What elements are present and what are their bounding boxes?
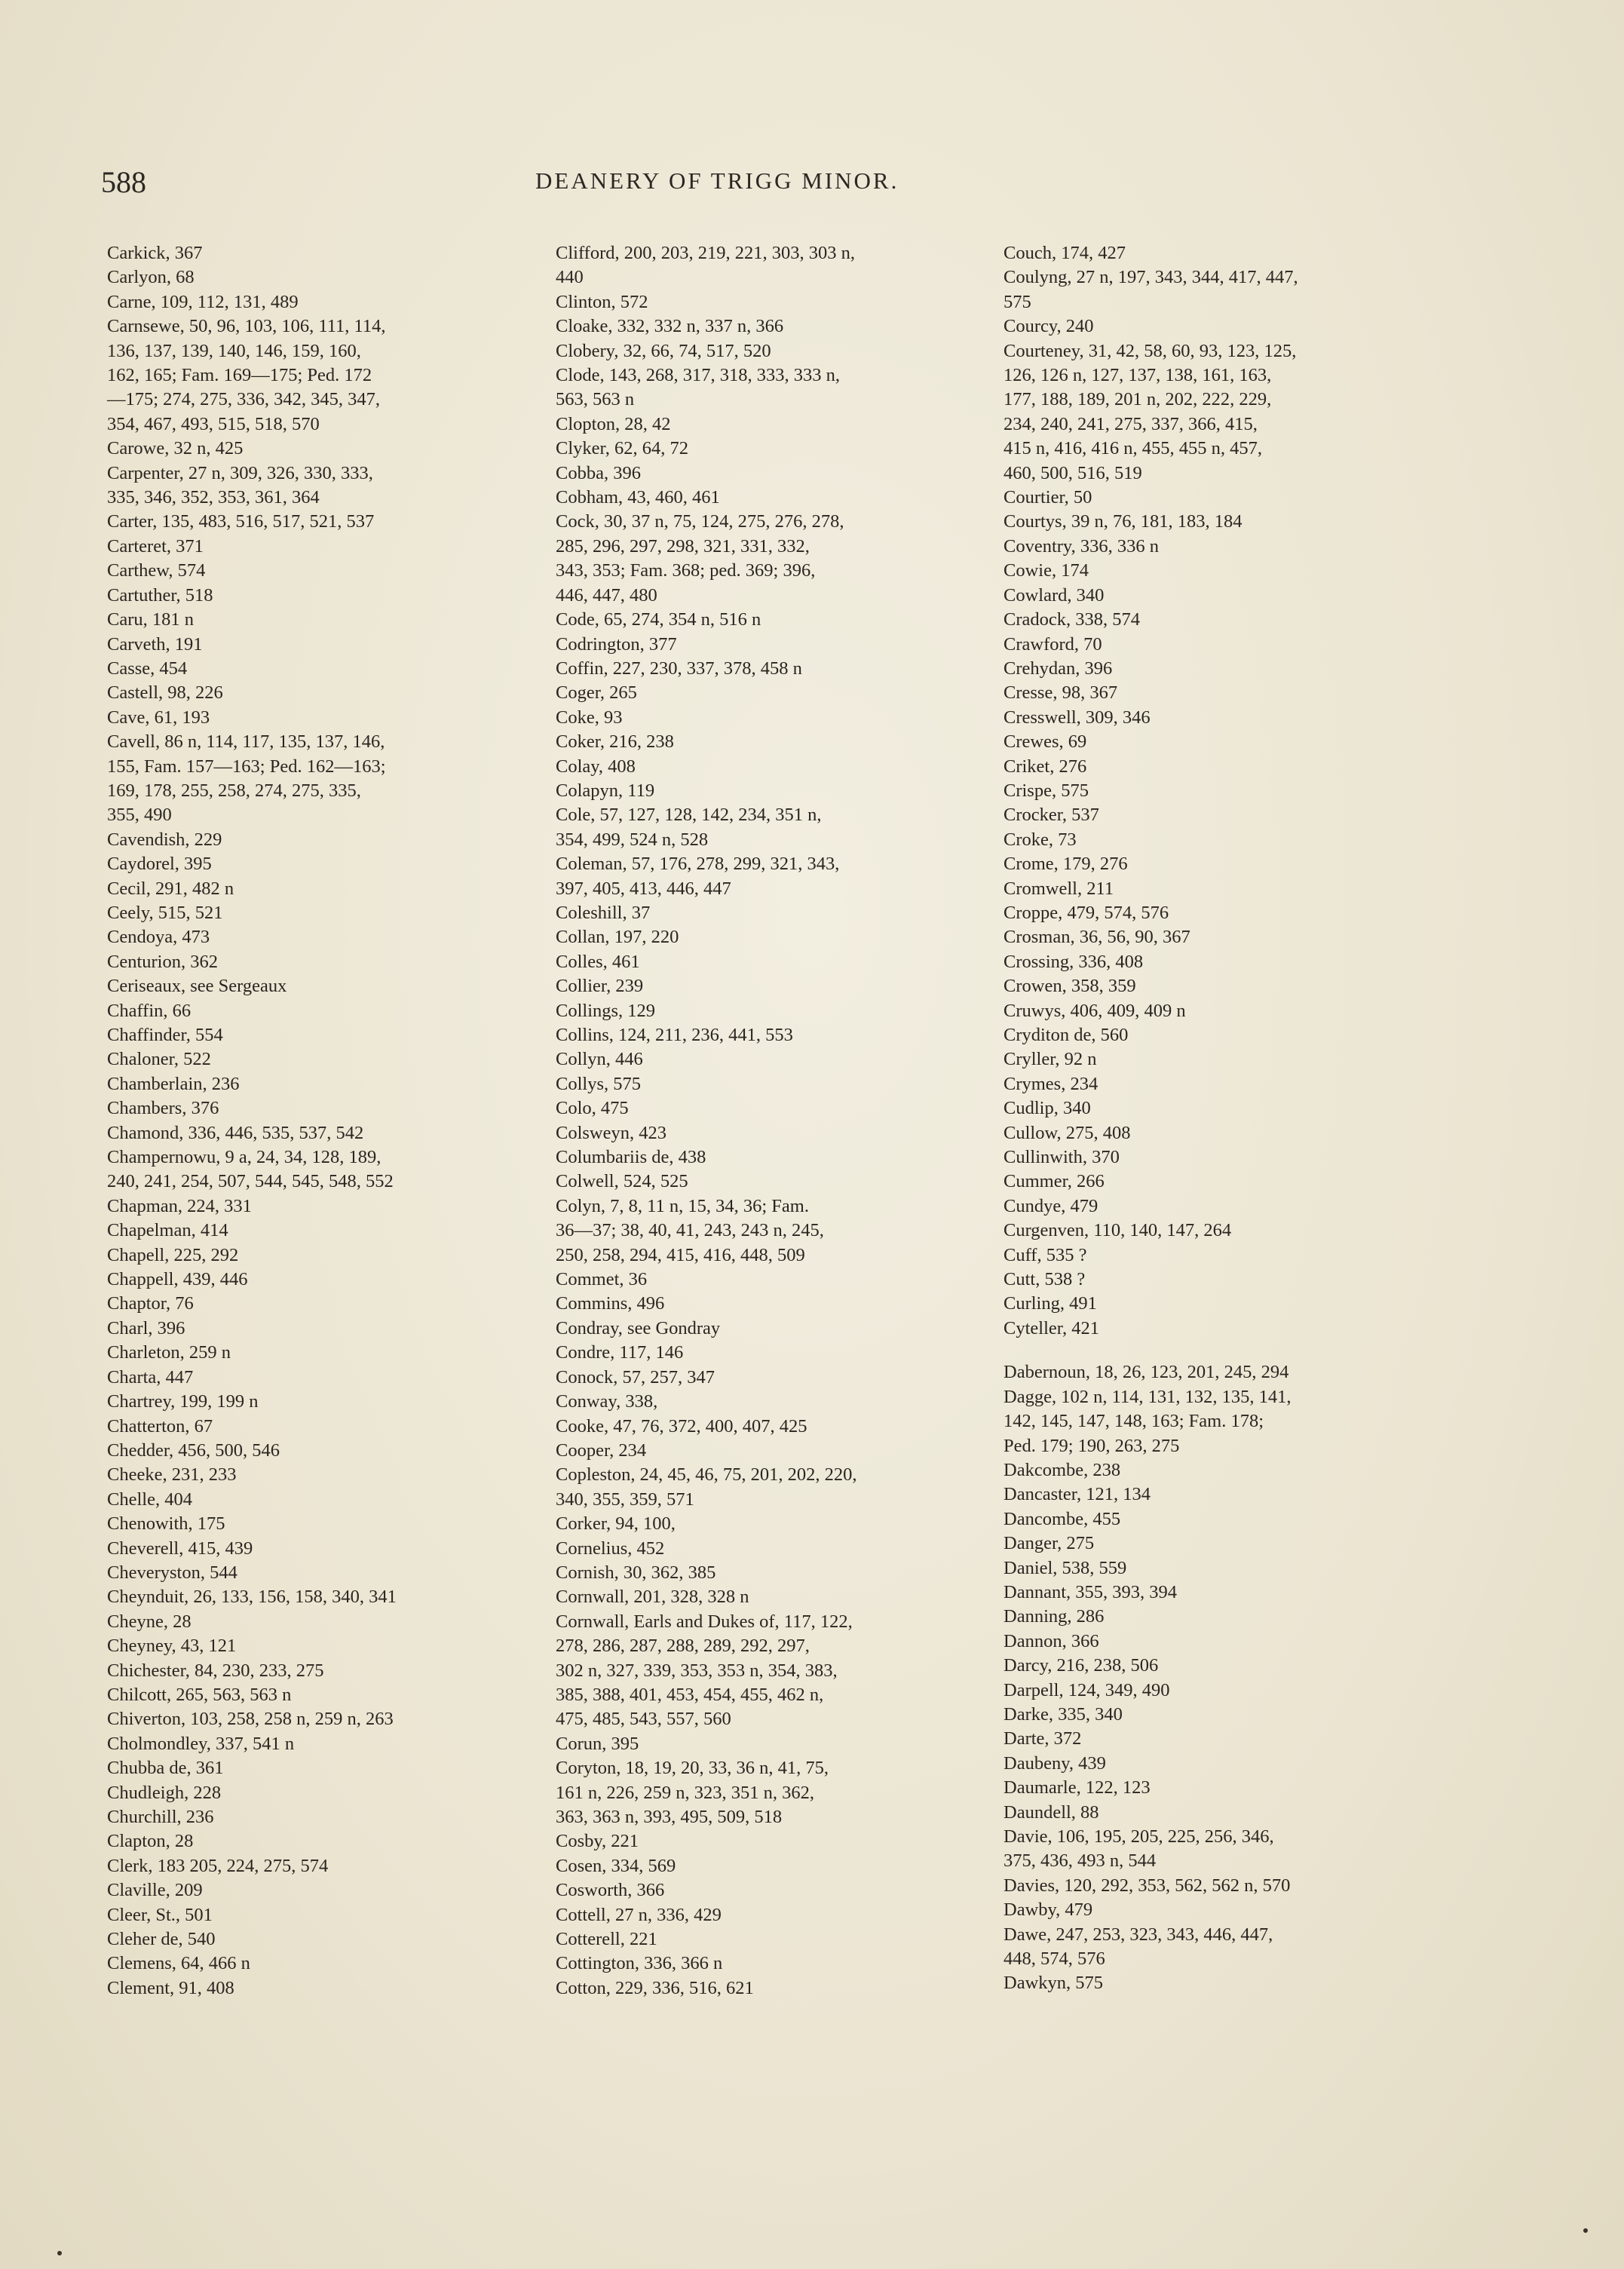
running-head: DEANERY OF TRIGG MINOR. (535, 167, 899, 194)
index-entry: Chubba de, 361 (107, 1758, 224, 1779)
index-entry: Coleman, 57, 176, 278, 299, 321, 343, (556, 854, 840, 875)
index-entry: Clyker, 62, 64, 72 (556, 438, 688, 459)
index-entry: Chatterton, 67 (107, 1415, 213, 1437)
index-entry: Casse, 454 (107, 658, 188, 679)
index-entry: Cleer, St., 501 (107, 1904, 213, 1925)
index-entry: Chambers, 376 (107, 1098, 219, 1119)
index-entry: Colwell, 524, 525 (556, 1171, 688, 1192)
index-entry: Carpenter, 27 n, 309, 326, 330, 333, (107, 462, 373, 483)
index-entry: Dakcombe, 238 (1004, 1459, 1121, 1480)
index-entry: Darke, 335, 340 (1004, 1703, 1123, 1725)
index-entry: Cobham, 43, 460, 461 (556, 487, 720, 508)
index-entry: Cresse, 98, 367 (1004, 682, 1118, 704)
index-entry: Cotterell, 221 (556, 1929, 657, 1950)
index-entry: Castell, 98, 226 (107, 682, 223, 704)
index-entry: 363, 363 n, 393, 495, 509, 518 (556, 1807, 783, 1827)
index-entry: Cosby, 221 (556, 1831, 639, 1852)
index-entry: Cole, 57, 127, 128, 142, 234, 351 n, (556, 805, 822, 826)
index-entry: Corker, 94, 100, (556, 1513, 676, 1535)
index-column-2 (556, 241, 1008, 2001)
index-entry: Cresswell, 309, 346 (1004, 707, 1151, 728)
index-entry: Cartuther, 518 (107, 584, 213, 606)
index-entry: Colsweyn, 423 (556, 1122, 666, 1143)
index-entry: Dancaster, 121, 134 (1004, 1484, 1151, 1505)
index-entry: Cornwall, 201, 328, 328 n (556, 1587, 749, 1608)
index-entry: Chapell, 225, 292 (107, 1244, 239, 1265)
index-entry: Dagge, 102 n, 114, 131, 132, 135, 141, (1004, 1386, 1292, 1407)
index-entry: Chapman, 224, 331 (107, 1195, 252, 1216)
index-entry: Condray, see Gondray (556, 1317, 721, 1338)
index-entry: Champernowu, 9 a, 24, 34, 128, 189, (107, 1147, 381, 1168)
index-entry: Clement, 91, 408 (107, 1977, 234, 1998)
index-entry: Criket, 276 (1004, 756, 1087, 777)
index-entry: Crewes, 69 (1004, 731, 1087, 753)
index-entry: Clinton, 572 (556, 291, 648, 312)
index-entry: 375, 436, 493 n, 544 (1004, 1850, 1157, 1872)
index-entry: Curling, 491 (1004, 1293, 1097, 1314)
index-entry: Clode, 143, 268, 317, 318, 333, 333 n, (556, 365, 841, 386)
index-entry: Daniel, 538, 559 (1004, 1557, 1127, 1578)
index-entry: Chaloner, 522 (107, 1049, 211, 1070)
index-entry: Cheyne, 28 (107, 1611, 192, 1632)
index-entry: Cheynduit, 26, 133, 156, 158, 340, 341 (107, 1587, 397, 1608)
index-entry: Cryller, 92 n (1004, 1049, 1097, 1070)
index-entry: Dannant, 355, 393, 394 (1004, 1581, 1177, 1602)
page-header (0, 164, 1624, 202)
index-entry: Davie, 106, 195, 205, 225, 256, 346, (1004, 1826, 1274, 1847)
index-entry: Dabernoun, 18, 26, 123, 201, 245, 294 (1004, 1362, 1289, 1383)
index-entry: Cloake, 332, 332 n, 337 n, 366 (556, 316, 784, 337)
index-entry: Collan, 197, 220 (556, 927, 679, 948)
index-entry: Carkick, 367 (107, 243, 203, 263)
index-entry: Coke, 93 (556, 707, 623, 728)
index-entry: Clifford, 200, 203, 219, 221, 303, 303 n, (556, 243, 855, 263)
index-entry: Colay, 408 (556, 756, 636, 777)
index-entry: Cummer, 266 (1004, 1171, 1105, 1192)
index-entry: Carteret, 371 (107, 535, 204, 557)
index-entry: Coffin, 227, 230, 337, 378, 458 n (556, 658, 802, 679)
index-entry: Clapton, 28 (107, 1831, 194, 1852)
index-entry: Cotton, 229, 336, 516, 621 (556, 1977, 754, 1998)
index-entry: Cavendish, 229 (107, 829, 222, 850)
index-entry: Caydorel, 395 (107, 854, 212, 875)
index-entry: Cutt, 538 ? (1004, 1269, 1086, 1290)
index-entry: Coryton, 18, 19, 20, 33, 36 n, 41, 75, (556, 1758, 829, 1779)
index-entry: Chaffinder, 554 (107, 1025, 223, 1045)
index-entry: Cryditon de, 560 (1004, 1025, 1129, 1045)
index-entry: 161 n, 226, 259 n, 323, 351 n, 362, (556, 1782, 814, 1803)
index-entry: Chiverton, 103, 258, 258 n, 259 n, 263 (107, 1709, 394, 1730)
index-entry: Cornelius, 452 (556, 1538, 665, 1559)
index-entry: Cavell, 86 n, 114, 117, 135, 137, 146, (107, 731, 385, 753)
index-entry: Condre, 117, 146 (556, 1342, 684, 1363)
index-entry: Cullow, 275, 408 (1004, 1122, 1131, 1143)
index-entry: Cradock, 338, 574 (1004, 609, 1140, 630)
index-entry: Crome, 179, 276 (1004, 854, 1128, 875)
index-entry: Codrington, 377 (556, 633, 677, 655)
index-entry: Centurion, 362 (107, 951, 218, 972)
index-entry: Conway, 338, (556, 1391, 658, 1412)
index-entry: Cobba, 396 (556, 462, 641, 483)
index-entry: Curgenven, 110, 140, 147, 264 (1004, 1220, 1232, 1241)
index-entry: 136, 137, 139, 140, 146, 159, 160, (107, 340, 361, 361)
index-entry: Darpell, 124, 349, 490 (1004, 1679, 1170, 1700)
index-entry: Colapyn, 119 (556, 780, 655, 801)
section-gap (1004, 1341, 1456, 1360)
index-entry: Carnsewe, 50, 96, 103, 106, 111, 114, (107, 316, 386, 337)
index-entry: Collys, 575 (556, 1073, 641, 1094)
index-entry: Clopton, 28, 42 (556, 413, 671, 434)
index-entry: Ceely, 515, 521 (107, 902, 223, 923)
index-entry: Clobery, 32, 66, 74, 517, 520 (556, 340, 771, 361)
index-entry: Commet, 36 (556, 1269, 648, 1290)
index-entry: Cyteller, 421 (1004, 1317, 1099, 1338)
index-entry: Collings, 129 (556, 1000, 656, 1021)
index-entry: Dancombe, 455 (1004, 1508, 1121, 1529)
index-entry: Colo, 475 (556, 1098, 629, 1119)
index-entry: 575 (1004, 291, 1031, 312)
index-entry: Crocker, 537 (1004, 805, 1099, 826)
index-entry: 335, 346, 352, 353, 361, 364 (107, 487, 320, 508)
index-entry: Columbariis de, 438 (556, 1147, 706, 1168)
index-entry: Chapelman, 414 (107, 1220, 228, 1241)
index-entry: 250, 258, 294, 415, 416, 448, 509 (556, 1244, 805, 1265)
index-entry: Dawkyn, 575 (1004, 1973, 1104, 1994)
index-entry: Crossing, 336, 408 (1004, 951, 1144, 972)
index-entry: Cendoya, 473 (107, 927, 210, 948)
index-entry: Davies, 120, 292, 353, 562, 562 n, 570 (1004, 1875, 1291, 1896)
index-entry: Cowie, 174 (1004, 560, 1089, 581)
index-entry: Daubeny, 439 (1004, 1752, 1106, 1774)
index-entry: Crowen, 358, 359 (1004, 976, 1136, 997)
page-number: 588 (101, 165, 146, 199)
index-entry: 440 (556, 267, 584, 288)
index-entry: Cheeke, 231, 233 (107, 1464, 237, 1486)
index-entry: Claville, 209 (107, 1880, 203, 1901)
index-entry: Courteney, 31, 42, 58, 60, 93, 123, 125, (1004, 340, 1297, 361)
index-entry: Coventry, 336, 336 n (1004, 535, 1159, 557)
index-entry: 177, 188, 189, 201 n, 202, 222, 229, (1004, 389, 1272, 410)
index-entry: 126, 126 n, 127, 137, 138, 161, 163, (1004, 365, 1272, 386)
index-entry: 234, 240, 241, 275, 337, 366, 415, (1004, 413, 1258, 434)
index-entry: 448, 574, 576 (1004, 1949, 1105, 1970)
index-entry: Caru, 181 n (107, 609, 194, 630)
index-entry: Code, 65, 274, 354 n, 516 n (556, 609, 761, 630)
index-entry: Cooke, 47, 76, 372, 400, 407, 425 (556, 1415, 807, 1437)
index-entry: Courtys, 39 n, 76, 181, 183, 184 (1004, 511, 1243, 532)
index-entry: 446, 447, 480 (556, 584, 657, 606)
index-entry: Chedder, 456, 500, 546 (107, 1440, 280, 1461)
index-entry: 385, 388, 401, 453, 454, 455, 462 n, (556, 1684, 824, 1705)
paper-speck (57, 2251, 62, 2255)
index-entry: 460, 500, 516, 519 (1004, 462, 1142, 483)
index-entry: Chaffin, 66 (107, 1000, 192, 1021)
index-entry: 415 n, 416, 416 n, 455, 455 n, 457, (1004, 438, 1262, 459)
index-entry: Darcy, 216, 238, 506 (1004, 1655, 1159, 1676)
index-entry: 285, 296, 297, 298, 321, 331, 332, (556, 535, 810, 557)
index-entry: Charleton, 259 n (107, 1342, 231, 1363)
index-entry: Chartrey, 199, 199 n (107, 1391, 259, 1412)
index-entry: Cave, 61, 193 (107, 707, 210, 728)
index-entry: Chenowith, 175 (107, 1513, 225, 1535)
index-column-1 (107, 241, 559, 2001)
index-entry: Ped. 179; 190, 263, 275 (1004, 1435, 1180, 1456)
index-entry: Cecil, 291, 482 n (107, 878, 234, 899)
index-entry: Cottell, 27 n, 336, 429 (556, 1904, 722, 1925)
index-entry: Carter, 135, 483, 516, 517, 521, 537 (107, 511, 375, 532)
index-entry: Chelle, 404 (107, 1489, 192, 1510)
index-entry: Charl, 396 (107, 1317, 185, 1338)
index-entry: Crawford, 70 (1004, 633, 1102, 655)
index-entry: Dawby, 479 (1004, 1900, 1093, 1921)
index-entry: Cornwall, Earls and Dukes of, 117, 122, (556, 1611, 853, 1632)
index-entry: 340, 355, 359, 571 (556, 1489, 694, 1510)
index-entry: Clemens, 64, 466 n (107, 1953, 250, 1974)
index-entry: Cholmondley, 337, 541 n (107, 1733, 295, 1754)
index-entry: Copleston, 24, 45, 46, 75, 201, 202, 220, (556, 1464, 857, 1486)
index-entry: Collins, 124, 211, 236, 441, 553 (556, 1025, 793, 1045)
index-column-3 (1004, 241, 1456, 1996)
index-entry: Crispe, 575 (1004, 780, 1089, 801)
index-entry: Coger, 265 (556, 682, 637, 704)
index-entry: Chappell, 439, 446 (107, 1269, 248, 1290)
index-entry: Cowlard, 340 (1004, 584, 1105, 606)
index-entry: Chaptor, 76 (107, 1293, 194, 1314)
index-entry: 169, 178, 255, 258, 274, 275, 335, (107, 780, 361, 801)
index-entry: Colles, 461 (556, 951, 640, 972)
index-entry: 162, 165; Fam. 169—175; Ped. 172 (107, 365, 372, 386)
index-entry: Carveth, 191 (107, 633, 203, 655)
index-entry: Cheveryston, 544 (107, 1562, 237, 1583)
index-entry: Croke, 73 (1004, 829, 1077, 850)
index-entry: 397, 405, 413, 446, 447 (556, 878, 731, 899)
index-entry: Crehydan, 396 (1004, 658, 1113, 679)
index-entry: Chichester, 84, 230, 233, 275 (107, 1660, 324, 1681)
index-entry: Cudlip, 340 (1004, 1098, 1091, 1119)
index-entry: Carlyon, 68 (107, 267, 195, 288)
index-entry: Carthew, 574 (107, 560, 206, 581)
index-entry: 278, 286, 287, 288, 289, 292, 297, (556, 1636, 810, 1657)
index-entry: 240, 241, 254, 507, 544, 545, 548, 552 (107, 1171, 394, 1192)
index-entry: Chilcott, 265, 563, 563 n (107, 1684, 292, 1705)
index-entry: Cornish, 30, 362, 385 (556, 1562, 716, 1583)
index-entry: 36—37; 38, 40, 41, 243, 243 n, 245, (556, 1220, 824, 1241)
index-entry: Cruwys, 406, 409, 409 n (1004, 1000, 1186, 1021)
index-entry: Collier, 239 (556, 976, 644, 997)
index-entry: Cundye, 479 (1004, 1195, 1098, 1216)
index-entry: Couch, 174, 427 (1004, 243, 1126, 263)
index-entry: 142, 145, 147, 148, 163; Fam. 178; (1004, 1411, 1264, 1432)
index-entry: Coker, 216, 238 (556, 731, 674, 753)
index-entry: Crymes, 234 (1004, 1073, 1098, 1094)
index-entry: Carowe, 32 n, 425 (107, 438, 244, 459)
index-entry: Chudleigh, 228 (107, 1782, 222, 1803)
index-entry: Danger, 275 (1004, 1533, 1095, 1554)
index-entry: Cheyney, 43, 121 (107, 1636, 237, 1657)
index-entry: Charta, 447 (107, 1366, 194, 1387)
index-entry: Clerk, 183 205, 224, 275, 574 (107, 1855, 329, 1876)
index-entry: Chamond, 336, 446, 535, 537, 542 (107, 1122, 364, 1143)
index-entry: Danning, 286 (1004, 1606, 1105, 1627)
index-entry: Carne, 109, 112, 131, 489 (107, 291, 299, 312)
index-entry: Corun, 395 (556, 1733, 639, 1754)
index-entry: Cosworth, 366 (556, 1880, 665, 1901)
index-entry: Ceriseaux, see Sergeaux (107, 976, 287, 997)
index-entry: Cock, 30, 37 n, 75, 124, 275, 276, 278, (556, 511, 844, 532)
index-entry: 475, 485, 543, 557, 560 (556, 1709, 731, 1730)
index-entry: 354, 467, 493, 515, 518, 570 (107, 413, 320, 434)
index-entry: Cheverell, 415, 439 (107, 1538, 253, 1559)
index-entry: Darte, 372 (1004, 1728, 1082, 1749)
index-entry: Chamberlain, 236 (107, 1073, 240, 1094)
index-entry: Cromwell, 211 (1004, 878, 1114, 899)
index-entry: Colyn, 7, 8, 11 n, 15, 34, 36; Fam. (556, 1195, 809, 1216)
index-entry: Coleshill, 37 (556, 902, 651, 923)
index-entry: Courcy, 240 (1004, 316, 1094, 337)
index-entry: Conock, 57, 257, 347 (556, 1366, 715, 1387)
index-entry: 563, 563 n (556, 389, 635, 410)
index-entry: Croppe, 479, 574, 576 (1004, 902, 1169, 923)
index-entry: Cleher de, 540 (107, 1929, 216, 1950)
index-entry: Dannon, 366 (1004, 1630, 1099, 1651)
index-entry: Cosen, 334, 569 (556, 1855, 676, 1876)
index-entry: 355, 490 (107, 805, 172, 826)
index-entry: 155, Fam. 157—163; Ped. 162—163; (107, 756, 386, 777)
index-entry: 354, 499, 524 n, 528 (556, 829, 709, 850)
index-entry: Coulyng, 27 n, 197, 343, 344, 417, 447, (1004, 267, 1298, 288)
index-entry: Cuff, 535 ? (1004, 1244, 1087, 1265)
index-entry: Cottington, 336, 366 n (556, 1953, 723, 1974)
index-entry: 302 n, 327, 339, 353, 353 n, 354, 383, (556, 1660, 838, 1681)
index-entry: Cooper, 234 (556, 1440, 647, 1461)
index-entry: Daumarle, 122, 123 (1004, 1777, 1151, 1798)
index-entry: Courtier, 50 (1004, 487, 1092, 508)
index-entry: 343, 353; Fam. 368; ped. 369; 396, (556, 560, 816, 581)
index-entry: Churchill, 236 (107, 1807, 214, 1827)
index-entry: —175; 274, 275, 336, 342, 345, 347, (107, 389, 381, 410)
index-entry: Collyn, 446 (556, 1049, 643, 1070)
index-entry: Daundell, 88 (1004, 1801, 1099, 1823)
paper-speck (1583, 2228, 1588, 2233)
index-entry: Commins, 496 (556, 1293, 665, 1314)
index-entry: Cullinwith, 370 (1004, 1147, 1120, 1168)
index-entry: Dawe, 247, 253, 323, 343, 446, 447, (1004, 1924, 1273, 1945)
index-entry: Crosman, 36, 56, 90, 367 (1004, 927, 1190, 948)
